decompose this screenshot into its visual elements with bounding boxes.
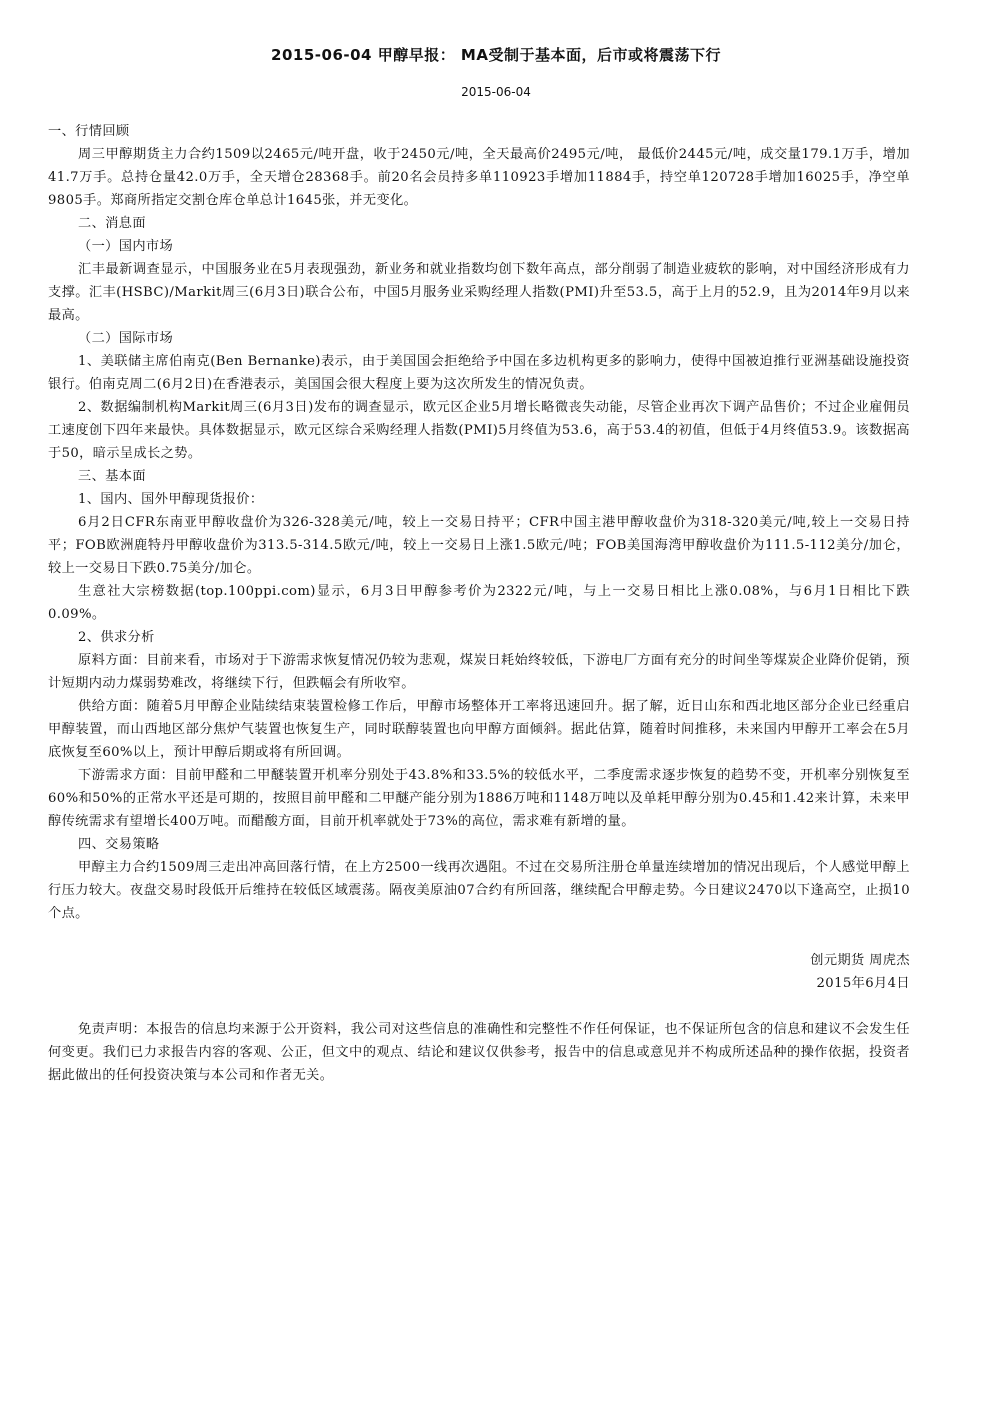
signature-author: 创元期货 周虎杰	[810, 953, 910, 968]
subheading-spot-prices: 1、国内、国外甲醇现货报价：	[78, 492, 264, 507]
paragraph-spot-prices: 6月2日CFR东南亚甲醇收盘价为326-328美元/吨，较上一交易日持平；CFR中国主港甲醇收盘价为318-320美元/吨,较上一交易日持平；FOB欧洲鹿特丹甲醇收盘价为313.5-314.5欧元/吨，较上一交易日上涨1.5欧元/吨；FOB美国海湾甲醇收盘价为111.5-112美分/加仑，较上一交易日下跌0.75美分/加仑。	[48, 515, 910, 576]
section-heading-market-review: 一、行情回顾	[48, 124, 130, 139]
subheading-domestic-market: （一）国内市场	[78, 239, 174, 254]
paragraph-reference-price: 生意社大宗榜数据(top.100ppi.com)显示，6月3日甲醇参考价为2322元/吨，与上一交易日相比上涨0.08%，与6月1日相比下跌0.09%。	[48, 584, 910, 622]
paragraph-supply: 供给方面：随着5月甲醇企业陆续结束装置检修工作后，甲醇市场整体开工率将迅速回升。据了解，近日山东和西北地区部分企业已经重启甲醇装置，而山西地区部分焦炉气装置也恢复生产，同时联醇装置也向甲醇方面倾斜。据此估算，随着时间推移，未来国内甲醇开工率会在5月底恢复至60%以上，预计甲醇后期或将有所回调。	[48, 699, 910, 760]
section-heading-fundamentals: 三、基本面	[78, 469, 146, 484]
signature-date: 2015年6月4日	[816, 976, 910, 991]
subheading-international-market: （二）国际市场	[78, 331, 174, 346]
signature-block	[810, 949, 910, 995]
subheading-supply-demand: 2、供求分析	[78, 630, 155, 645]
report-body	[48, 120, 910, 925]
paragraph-market-review: 周三甲醇期货主力合约1509以2465元/吨开盘，收于2450元/吨，全天最高价2495元/吨， 最低价2445元/吨，成交量179.1万手，增加41.7万手。总持仓量42.0万手，全天增仓28368手。前20名会员持多单110923手增加11884手，持空单120728手增加16025手，净空单9805手。郑商所指定交割仓库仓单总计1645张，并无变化。	[48, 147, 910, 208]
report-date: 2015-06-04	[461, 85, 531, 99]
paragraph-international-news-1: 1、美联储主席伯南克(Ben Bernanke)表示，由于美国国会拒绝给予中国在多边机构更多的影响力，使得中国被迫推行亚洲基础设施投资银行。伯南克周二(6月2日)在香港表示，美国国会很大程度上要为这次所发生的情况负责。	[48, 354, 910, 392]
disclaimer: 免责声明：本报告的信息均来源于公开资料，我公司对这些信息的准确性和完整性不作任何保证，也不保证所包含的信息和建议不会发生任何变更。我们已力求报告内容的客观、公正，但文中的观点、结论和建议仅供参考，报告中的信息或意见并不构成所述品种的操作依据，投资者据此做出的任何投资决策与本公司和作者无关。	[48, 1022, 910, 1083]
section-heading-trading-strategy: 四、交易策略	[78, 837, 160, 852]
paragraph-international-news-2: 2、数据编制机构Markit周三(6月3日)发布的调查显示，欧元区企业5月增长略微丧失动能，尽管企业再次下调产品售价；不过企业雇佣员工速度创下四年来最快。具体数据显示，欧元区综合采购经理人指数(PMI)5月终值为53.6，高于53.4的初值，但低于4月终值53.9。该数据高于50，暗示呈成长之势。	[48, 400, 910, 461]
paragraph-raw-materials: 原料方面：目前来看，市场对于下游需求恢复情况仍较为悲观，煤炭日耗始终较低，下游电厂方面有充分的时间坐等煤炭企业降价促销，预计短期内动力煤弱势难改，将继续下行，但跌幅会有所收窄。	[48, 653, 910, 691]
paragraph-downstream-demand: 下游需求方面：目前甲醛和二甲醚装置开机率分别处于43.8%和33.5%的较低水平，二季度需求逐步恢复的趋势不变，开机率分别恢复至60%和50%的正常水平还是可期的，按照目前甲醛和二甲醚产能分别为1886万吨和1148万吨以及单耗甲醇分别为0.45和1.42来计算，未来甲醇传统需求有望增长400万吨。而醋酸方面，目前开机率就处于73%的高位，需求难有新增的量。	[48, 768, 910, 829]
report-title: 2015-06-04 甲醇早报： MA受制于基本面，后市或将震荡下行	[271, 46, 721, 64]
section-heading-news: 二、消息面	[78, 216, 146, 231]
paragraph-domestic-news: 汇丰最新调查显示，中国服务业在5月表现强劲，新业务和就业指数均创下数年高点，部分削弱了制造业疲软的影响，对中国经济形成有力支撑。汇丰(HSBC)/Markit周三(6月3日)联合公布，中国5月服务业采购经理人指数(PMI)升至53.5，高于上月的52.9，且为2014年9月以来最高。	[48, 262, 910, 323]
paragraph-trading-strategy: 甲醇主力合约1509周三走出冲高回落行情，在上方2500一线再次遇阻。不过在交易所注册仓单量连续增加的情况出现后，个人感觉甲醇上行压力较大。夜盘交易时段低开后维持在较低区域震荡。隔夜美原油07合约有所回落，继续配合甲醇走势。今日建议2470以下逢高空，止损10个点。	[48, 860, 910, 921]
